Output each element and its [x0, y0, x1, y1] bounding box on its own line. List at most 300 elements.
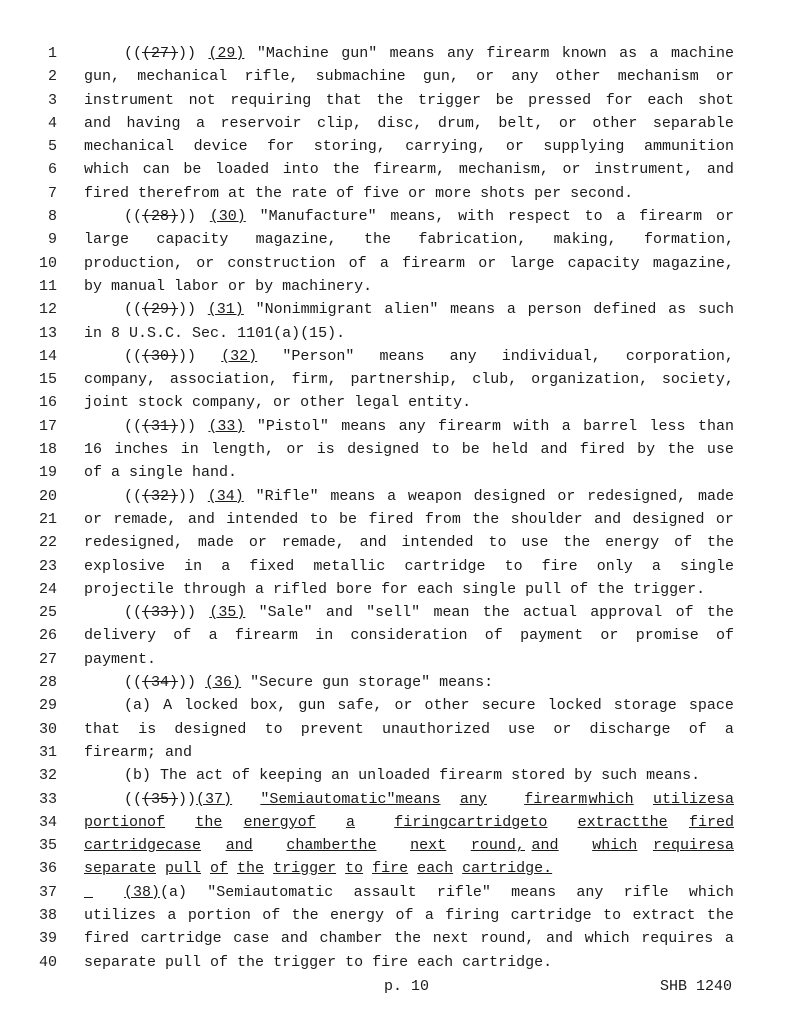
- word: or: [715, 208, 734, 226]
- word: mean: [433, 604, 470, 622]
- word: use: [508, 720, 536, 738]
- word: energy: [605, 534, 660, 552]
- word: intended: [226, 510, 299, 528]
- word: and: [594, 510, 622, 528]
- document-line: [0, 182, 791, 205]
- word: to: [584, 208, 603, 226]
- word: fired: [84, 184, 130, 202]
- document-line: [0, 531, 791, 554]
- word: case: [233, 930, 270, 948]
- word: with: [458, 208, 495, 226]
- word: society,: [661, 371, 734, 389]
- word: (33): [208, 417, 245, 435]
- word: which: [588, 790, 634, 808]
- document-line: [0, 42, 791, 65]
- line-number: 6: [47, 161, 57, 179]
- word: 8: [111, 324, 121, 342]
- word: in: [84, 324, 103, 342]
- word: any: [511, 68, 539, 86]
- line-number: 10: [38, 254, 57, 272]
- word: a: [616, 208, 626, 226]
- word: is: [316, 441, 335, 459]
- line-text: [84, 135, 734, 158]
- document-line: [0, 205, 791, 228]
- word: cartridge.: [462, 953, 553, 971]
- word: requiring: [230, 91, 312, 109]
- word: separable: [652, 114, 734, 132]
- word: formation,: [643, 231, 734, 249]
- line-number: 4: [47, 114, 57, 132]
- word: case: [165, 837, 202, 855]
- word: firearm;: [84, 743, 157, 761]
- word: designed: [174, 720, 247, 738]
- word: mechanical: [84, 138, 175, 156]
- word: assault: [353, 883, 417, 901]
- word: (((29))): [124, 301, 197, 319]
- word: to: [529, 813, 548, 831]
- word: (a): [124, 697, 152, 715]
- word: or: [408, 184, 427, 202]
- word: the: [472, 510, 500, 528]
- word: as: [668, 301, 687, 319]
- word: storage": [358, 674, 431, 692]
- word: an: [331, 767, 350, 785]
- word: energy: [243, 813, 298, 831]
- word: approval: [590, 604, 663, 622]
- word: pull: [525, 580, 562, 598]
- line-text: [84, 531, 734, 554]
- word: fired: [368, 510, 414, 528]
- paragraph-indent: [84, 485, 124, 508]
- line-number: 28: [38, 674, 57, 692]
- word: loaded: [215, 161, 270, 179]
- paragraph-indent: [84, 415, 124, 438]
- word: "Secure: [250, 674, 314, 692]
- word: round,: [470, 837, 525, 855]
- word: energy: [330, 906, 385, 924]
- word: mechanism,: [458, 161, 549, 179]
- word: manual: [111, 277, 166, 295]
- word: delivery: [84, 627, 157, 645]
- word: and: [280, 930, 308, 948]
- word: requires: [652, 837, 725, 855]
- word: such: [601, 767, 638, 785]
- line-text: [84, 485, 734, 508]
- word: "Rifle": [255, 487, 319, 505]
- word: projectile: [84, 580, 175, 598]
- document-line: [0, 648, 791, 671]
- word: or: [562, 161, 581, 179]
- word: (((27))): [124, 45, 197, 62]
- word: storing,: [313, 138, 386, 156]
- word: single: [129, 464, 184, 482]
- word: or: [248, 534, 267, 552]
- line-number: 34: [38, 813, 57, 831]
- word: "Machine: [256, 45, 329, 62]
- word: (29): [208, 45, 245, 62]
- word: to: [488, 534, 507, 552]
- word: other: [592, 114, 638, 132]
- word: gun: [322, 674, 350, 692]
- word: be: [339, 510, 358, 528]
- word: a: [724, 720, 734, 738]
- word: a: [561, 417, 571, 435]
- word: each: [417, 953, 454, 971]
- word: as: [619, 45, 638, 62]
- line-number: 21: [38, 510, 57, 528]
- word: per: [534, 184, 562, 202]
- document-line: [0, 298, 791, 321]
- line-number: 33: [38, 790, 57, 808]
- document-line: [0, 275, 791, 298]
- word: the: [195, 813, 223, 831]
- word: payment.: [84, 650, 157, 668]
- word: or: [476, 68, 495, 86]
- word: other: [300, 394, 346, 412]
- line-number: 20: [38, 487, 57, 505]
- word: the: [597, 580, 625, 598]
- word: weapon: [407, 487, 462, 505]
- word: inches: [114, 441, 169, 459]
- line-text: [84, 508, 734, 531]
- word: "Nonimmigrant: [255, 301, 373, 319]
- word: a: [195, 114, 205, 132]
- word: A: [163, 697, 173, 715]
- word: belt,: [498, 114, 544, 132]
- word: which: [688, 883, 734, 901]
- word: trigger.: [633, 580, 706, 598]
- word: "Person": [282, 347, 355, 365]
- word: at: [228, 184, 247, 202]
- word: Sec.: [192, 324, 229, 342]
- line-text: [84, 694, 734, 717]
- word: space: [688, 697, 734, 715]
- word: made: [697, 487, 734, 505]
- word: a: [208, 627, 218, 645]
- word: the: [349, 837, 377, 855]
- line-text: [84, 764, 734, 787]
- word: or: [273, 394, 292, 412]
- word: instrument: [84, 91, 175, 109]
- document-line: [0, 764, 791, 787]
- word: carrying,: [405, 138, 487, 156]
- line-text: [84, 601, 734, 624]
- line-number: 18: [38, 441, 57, 459]
- word: redesigned,: [84, 534, 184, 552]
- word: (31): [207, 301, 244, 319]
- word: length,: [211, 441, 275, 459]
- line-number: 31: [38, 743, 57, 761]
- word: (((30))): [124, 347, 197, 365]
- line-number: 30: [38, 720, 57, 738]
- word: metallic: [313, 557, 386, 575]
- word: respect: [507, 208, 571, 226]
- word: firm,: [291, 371, 337, 389]
- word: trigger: [273, 953, 337, 971]
- word: supplying: [543, 138, 625, 156]
- word: the: [332, 161, 360, 179]
- word: to: [504, 557, 523, 575]
- word: legal: [354, 394, 400, 412]
- word: "Manufacture": [259, 208, 377, 226]
- word: the: [394, 930, 422, 948]
- line-text: [84, 857, 734, 880]
- word: designed: [473, 487, 546, 505]
- word: fire: [541, 557, 578, 575]
- word: by: [255, 277, 274, 295]
- word: the: [255, 184, 283, 202]
- line-number: 9: [47, 231, 57, 249]
- word: (34): [207, 487, 244, 505]
- word: trigger: [273, 860, 337, 878]
- line-text: [84, 834, 734, 857]
- word: of: [675, 604, 694, 622]
- line-text: [84, 438, 734, 461]
- word: and: [546, 930, 574, 948]
- document-line: [0, 904, 791, 927]
- word: that: [325, 91, 362, 109]
- document-line: [0, 601, 791, 624]
- line-text: [84, 275, 734, 298]
- word: the: [237, 860, 265, 878]
- word: any: [576, 883, 604, 901]
- word: to: [603, 906, 622, 924]
- word: or: [84, 510, 103, 528]
- word: alien": [384, 301, 439, 319]
- word: means:: [439, 674, 494, 692]
- word: rate: [291, 184, 328, 202]
- word: "Sale": [258, 604, 313, 622]
- word: clip,: [316, 114, 362, 132]
- word: of: [84, 464, 103, 482]
- word: round,: [480, 930, 535, 948]
- word: actual: [523, 604, 578, 622]
- word: capacity: [567, 254, 640, 272]
- word: firearm: [402, 254, 466, 272]
- word: secure: [481, 697, 536, 715]
- word: firearm: [437, 417, 501, 435]
- word: large: [509, 254, 555, 272]
- word: of: [348, 254, 367, 272]
- paragraph-indent: [84, 42, 124, 65]
- document-line: [0, 485, 791, 508]
- word: means,: [390, 208, 445, 226]
- word: shots: [480, 184, 526, 202]
- word: the: [706, 534, 734, 552]
- word: by: [574, 767, 593, 785]
- word: the: [706, 604, 734, 622]
- word: therefrom: [138, 184, 220, 202]
- document-line: [0, 322, 791, 345]
- word: of: [232, 767, 251, 785]
- word: and: [225, 837, 253, 855]
- line-text: [84, 298, 734, 321]
- line-text: [84, 718, 734, 741]
- word: by: [84, 277, 103, 295]
- line-number: 39: [38, 930, 57, 948]
- word: firearm,: [373, 161, 446, 179]
- word: to: [309, 510, 328, 528]
- word: means: [389, 45, 435, 62]
- line-text: [84, 415, 734, 438]
- line-text: [84, 578, 734, 601]
- word: pressed: [528, 91, 592, 109]
- word: keeping: [259, 767, 323, 785]
- line-number: 25: [38, 604, 57, 622]
- word: a: [167, 906, 177, 924]
- line-text: [84, 881, 734, 904]
- word: from: [424, 510, 461, 528]
- word: redesigned,: [587, 487, 687, 505]
- word: a: [651, 557, 661, 575]
- line-text: [84, 741, 734, 764]
- word: designed: [632, 510, 705, 528]
- word: a: [649, 45, 659, 62]
- word: any: [446, 45, 474, 62]
- word: next: [410, 837, 447, 855]
- word: fabrication,: [418, 231, 527, 249]
- paragraph-indent: [84, 881, 124, 904]
- word: drum,: [437, 114, 483, 132]
- word: stock: [138, 394, 184, 412]
- word: portion: [187, 906, 251, 924]
- document-line: [0, 345, 791, 368]
- word: shoulder: [510, 510, 583, 528]
- word: a: [506, 301, 516, 319]
- line-text: [84, 322, 734, 345]
- word: joint: [84, 394, 130, 412]
- word: for: [605, 91, 633, 109]
- word: of: [297, 813, 316, 831]
- word: more: [435, 184, 472, 202]
- word: (36): [205, 674, 242, 692]
- word: only: [596, 557, 633, 575]
- document-page: [0, 42, 791, 974]
- word: instrument,: [594, 161, 694, 179]
- document-line: [0, 951, 791, 974]
- line-number: 1: [47, 45, 57, 62]
- word: making,: [553, 231, 617, 249]
- word: the: [237, 953, 265, 971]
- line-text: [84, 391, 734, 414]
- word: each: [647, 91, 684, 109]
- line-number: 19: [38, 464, 57, 482]
- word: and: [165, 743, 193, 761]
- document-line: [0, 811, 791, 834]
- word: for: [381, 580, 409, 598]
- word: consideration: [350, 627, 468, 645]
- word: chamber: [286, 837, 350, 855]
- word: fired: [579, 441, 625, 459]
- word: stored: [511, 767, 566, 785]
- word: or: [286, 441, 305, 459]
- word: disc,: [377, 114, 423, 132]
- word: any: [398, 417, 426, 435]
- paragraph-indent: [84, 601, 124, 624]
- word: explosive: [84, 557, 166, 575]
- word: and: [531, 837, 559, 855]
- word: or: [558, 114, 577, 132]
- word: which: [592, 837, 638, 855]
- word: the: [640, 813, 668, 831]
- line-number: 12: [38, 301, 57, 319]
- document-line: [0, 158, 791, 181]
- word: entity.: [408, 394, 472, 412]
- word: production,: [84, 254, 184, 272]
- word: through: [183, 580, 247, 598]
- document-line: [0, 368, 791, 391]
- line-number: 13: [38, 324, 57, 342]
- line-text: [84, 182, 734, 205]
- word: gun": [341, 45, 378, 62]
- word: separate: [84, 953, 157, 971]
- word: or: [553, 720, 572, 738]
- word: the: [482, 604, 510, 622]
- word: organization,: [531, 371, 649, 389]
- word: by: [637, 441, 656, 459]
- word: next: [432, 930, 469, 948]
- document-line: [0, 694, 791, 717]
- word: fixed: [249, 557, 295, 575]
- line-text: [84, 228, 734, 251]
- word: unloaded: [358, 767, 431, 785]
- word: means: [450, 301, 496, 319]
- word: U.S.C.: [129, 324, 184, 342]
- word: held: [492, 441, 529, 459]
- word: portion: [84, 813, 148, 831]
- word: mechanical: [137, 68, 228, 86]
- word: and: [540, 441, 568, 459]
- word: defined: [593, 301, 657, 319]
- word: use: [706, 441, 734, 459]
- line-text: [84, 788, 734, 811]
- word: any: [449, 347, 477, 365]
- word: fire: [372, 860, 409, 878]
- line-text: [84, 158, 734, 181]
- line-number: 38: [38, 906, 57, 924]
- word: less: [649, 417, 686, 435]
- word: (37): [196, 790, 233, 808]
- document-line: [0, 834, 791, 857]
- word: the: [563, 534, 591, 552]
- line-text: [84, 648, 734, 671]
- word: "Semiautomatic": [260, 790, 396, 808]
- word: cartridge: [84, 837, 166, 855]
- word: association,: [169, 371, 278, 389]
- word: (((28))): [124, 208, 197, 226]
- word: cartridge.: [462, 860, 553, 878]
- word: fire: [372, 953, 409, 971]
- word: submachine: [315, 68, 406, 86]
- word: reservoir: [220, 114, 302, 132]
- word: box,: [250, 697, 287, 715]
- line-number: 16: [38, 394, 57, 412]
- word: a: [724, 837, 734, 855]
- document-line: [0, 927, 791, 950]
- word: mechanism: [617, 68, 699, 86]
- word: large: [84, 231, 130, 249]
- line-text: [84, 461, 734, 484]
- word: remade,: [281, 534, 345, 552]
- line-text: [84, 42, 734, 65]
- word: use: [521, 534, 549, 552]
- word: pull: [165, 953, 202, 971]
- word: unauthorized: [381, 720, 490, 738]
- line-number: 23: [38, 557, 57, 575]
- document-line: [0, 508, 791, 531]
- word: in: [184, 557, 203, 575]
- line-number: 14: [38, 347, 57, 365]
